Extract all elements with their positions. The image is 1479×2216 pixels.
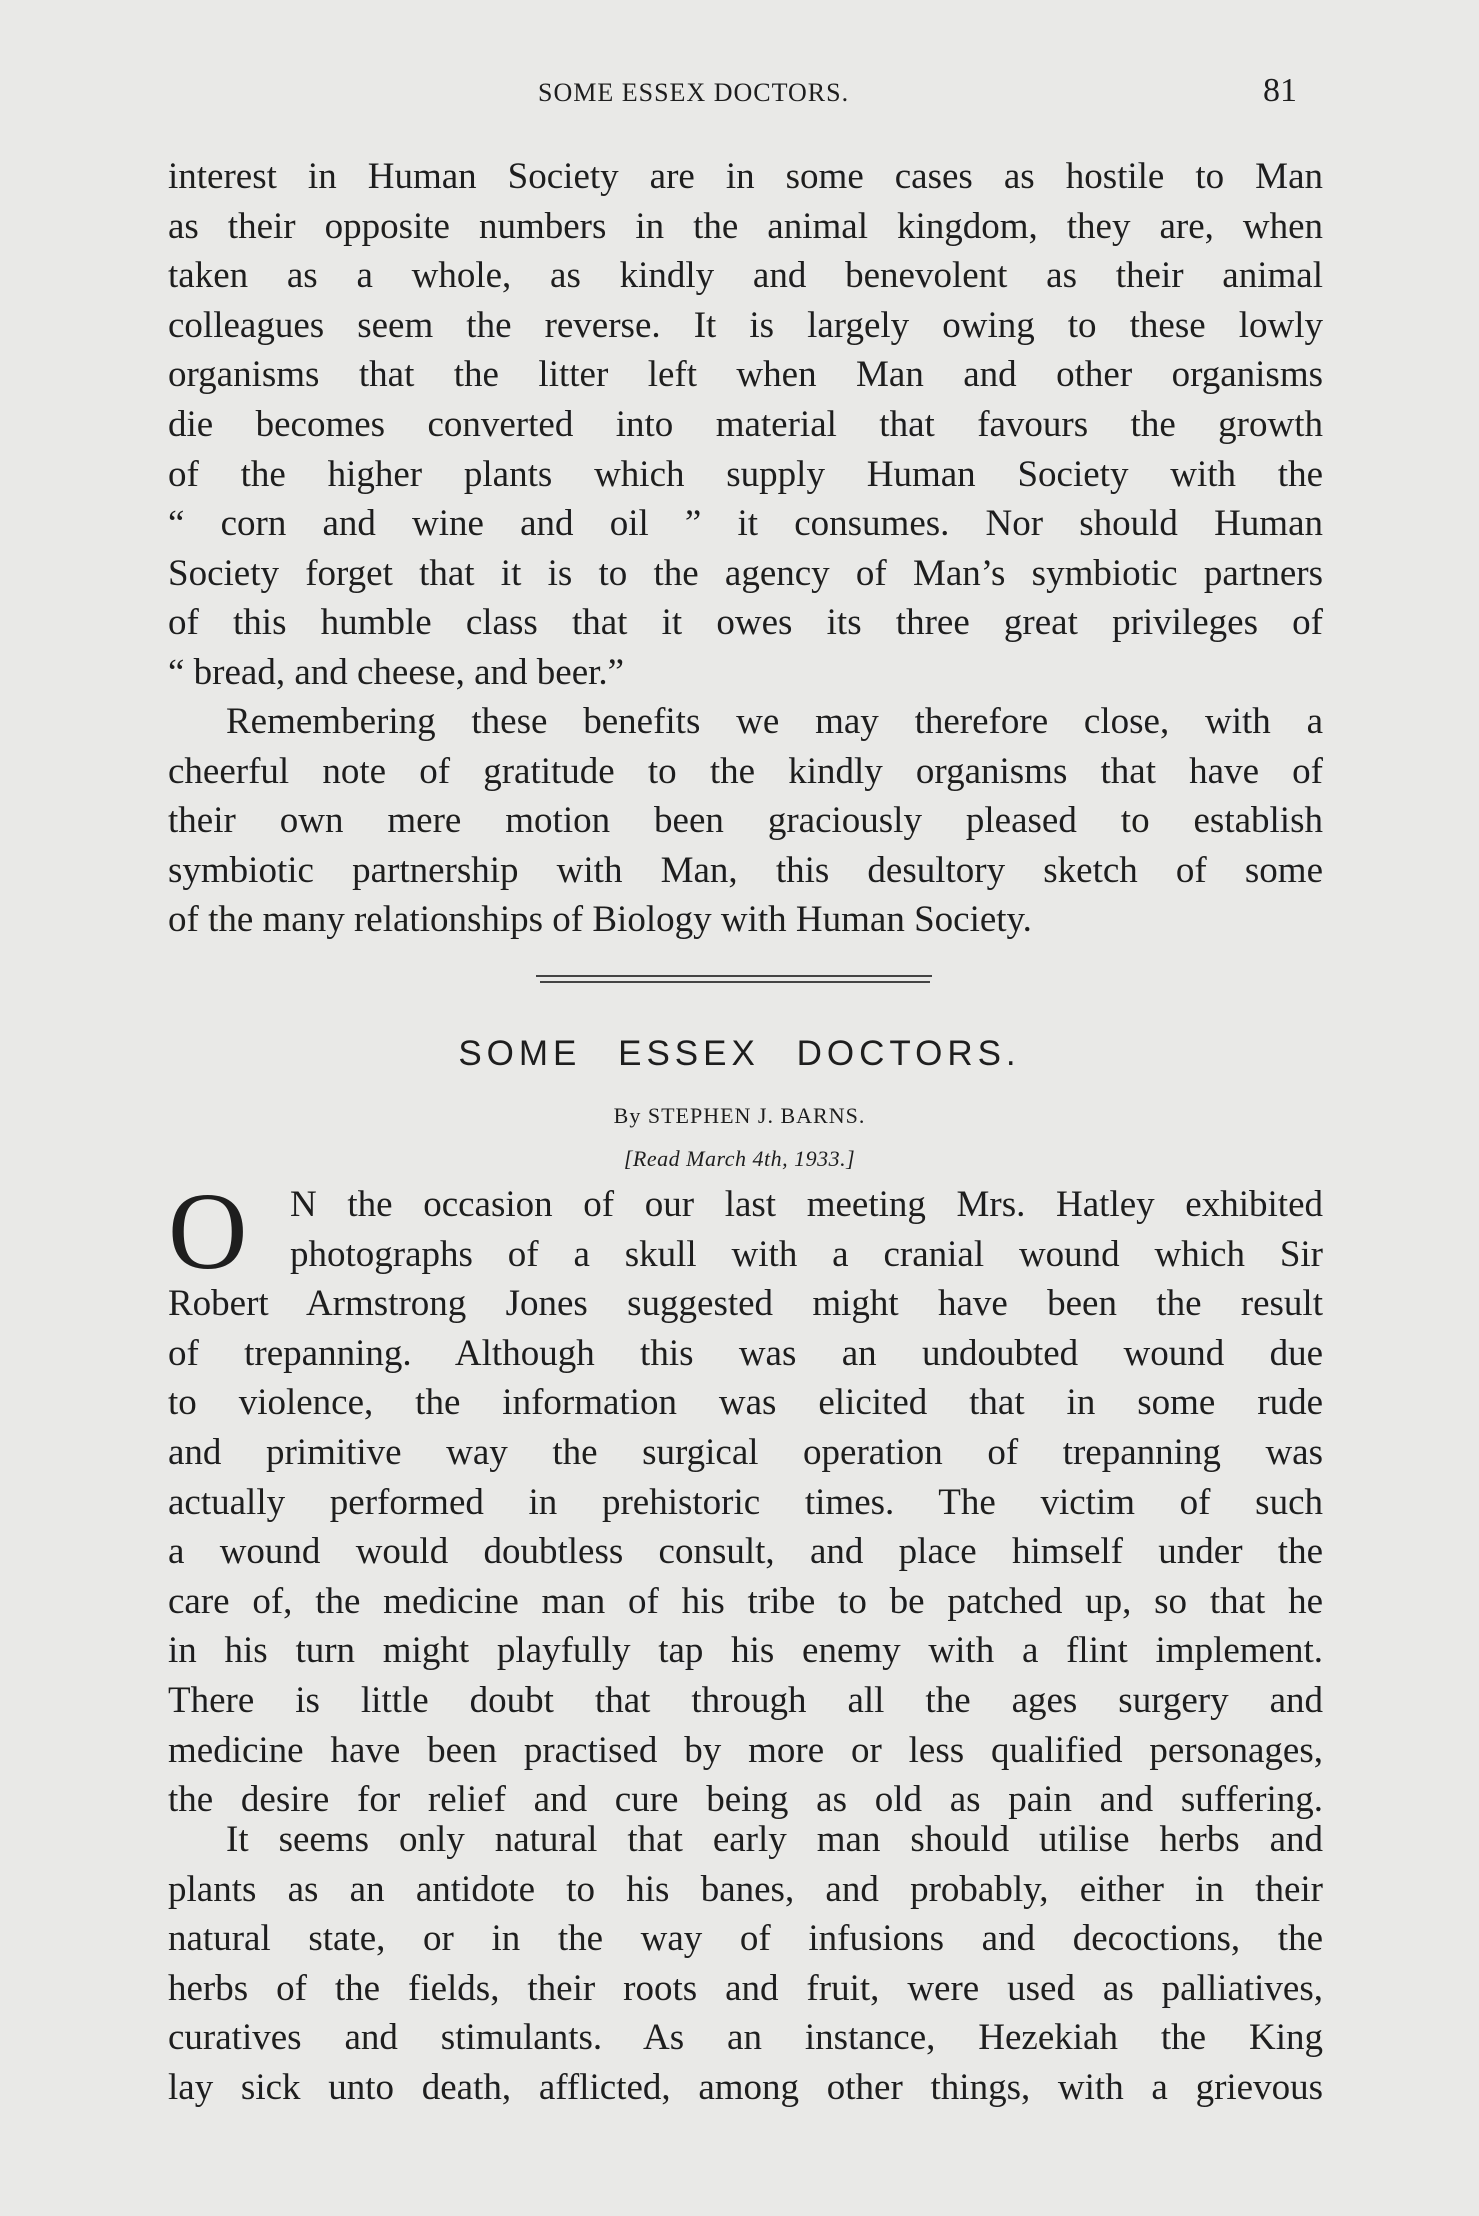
text-line: photographs of a skull with a cranial wound which Sir — [290, 1233, 1323, 1275]
section-divider — [540, 981, 930, 983]
text-line: “ bread, and cheese, and beer.” — [168, 651, 625, 693]
text-line: “ corn and wine and oil ” it consumes. Nor should Human — [168, 503, 1323, 545]
section-divider — [536, 975, 932, 977]
text-line: care of, the medicine man of his tribe to be patched up, so that he — [168, 1580, 1323, 1622]
drop-cap: O — [168, 1170, 248, 1292]
running-head: SOME ESSEX DOCTORS. — [538, 78, 850, 107]
text-line: a wound would doubtless consult, and place himself under the — [168, 1531, 1323, 1573]
text-line: There is little doubt that through all the ages surgery and — [168, 1679, 1323, 1721]
text-line: N the occasion of our last meeting Mrs. Hatley exhibited — [290, 1184, 1323, 1225]
text-line: as their opposite numbers in the animal kingdom, they are, when — [168, 205, 1323, 247]
text-line: die becomes converted into material that favours the growth — [168, 403, 1323, 445]
page-number: 81 — [1263, 72, 1297, 109]
closing-paragraph — [168, 697, 1323, 945]
article-first-paragraph — [168, 1180, 1323, 1825]
text-line: organisms that the litter left when Man and other organisms — [168, 354, 1323, 396]
text-line: cheerful note of gratitude to the kindly organisms that have of — [168, 750, 1323, 792]
text-line: plants as an antidote to his banes, and probably, either in their — [168, 1868, 1323, 1910]
text-line: Robert Armstrong Jones suggested might have been the result — [168, 1283, 1323, 1325]
text-line: curatives and stimulants. As an instance, Hezekiah the King — [168, 2017, 1323, 2059]
article-title: SOME ESSEX DOCTORS. — [458, 1034, 1021, 1073]
article-read-date: [Read March 4th, 1933.] — [623, 1146, 856, 1171]
text-line: taken as a whole, as kindly and benevolent as their animal — [168, 255, 1323, 297]
text-line: actually performed in prehistoric times. The victim of such — [168, 1481, 1323, 1523]
text-line: Society forget that it is to the agency of Man’s symbiotic partners — [168, 552, 1323, 594]
continued-paragraph — [168, 152, 1323, 698]
article-byline: By STEPHEN J. BARNS. — [613, 1103, 866, 1128]
text-line: of trepanning. Although this was an undoubted wound due — [168, 1332, 1323, 1374]
text-line: of this humble class that it owes its three great privileges of — [168, 602, 1323, 644]
text-line: It seems only natural that early man should utilise herbs and — [226, 1819, 1323, 1860]
text-line: to violence, the information was elicited that in some rude — [168, 1382, 1323, 1424]
text-line: Remembering these benefits we may therefore close, with a — [226, 701, 1323, 742]
text-line: medicine have been practised by more or less qualified personages, — [168, 1729, 1323, 1771]
text-line: lay sick unto death, afflicted, among other things, with a grievous — [168, 2066, 1323, 2108]
text-line: and primitive way the surgical operation of trepanning was — [168, 1431, 1323, 1473]
text-line: interest in Human Society are in some cases as hostile to Man — [168, 156, 1323, 197]
text-line: natural state, or in the way of infusions and decoctions, the — [168, 1918, 1323, 1960]
article-second-paragraph — [168, 1815, 1323, 2113]
text-line: of the many relationships of Biology with Human Society. — [168, 899, 1032, 941]
text-line: their own mere motion been graciously pleased to establish — [168, 800, 1323, 842]
text-line: symbiotic partnership with Man, this desultory sketch of some — [168, 849, 1323, 891]
text-line: in his turn might playfully tap his enemy with a flint implement. — [168, 1630, 1323, 1672]
text-line: colleagues seem the reverse. It is largely owing to these lowly — [168, 304, 1323, 346]
text-line: herbs of the fields, their roots and fruit, were used as palliatives, — [168, 1967, 1323, 2009]
text-line: of the higher plants which supply Human Society with the — [168, 453, 1323, 495]
text-line: the desire for relief and cure being as old as pain and suffering. — [168, 1779, 1323, 1821]
